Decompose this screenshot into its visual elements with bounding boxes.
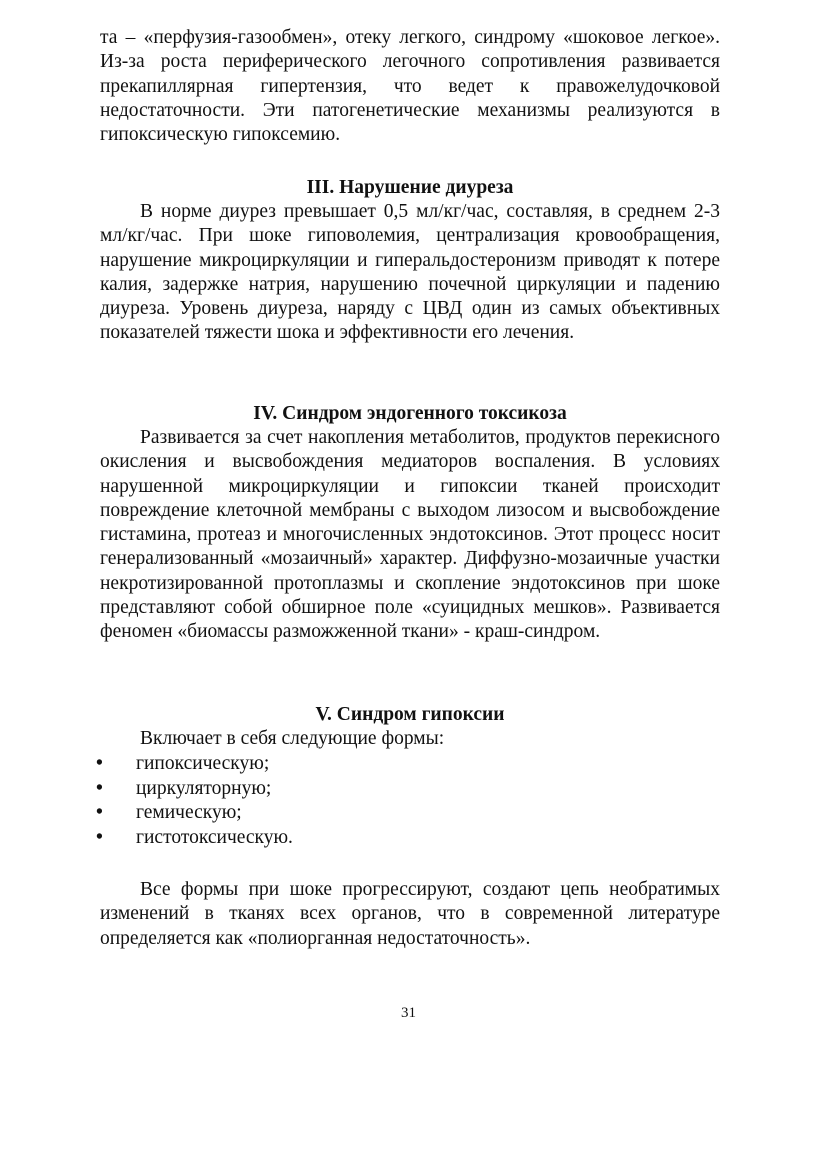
page-number: 31 [401, 1005, 416, 1021]
list-item [96, 777, 696, 802]
section-5-intro: Включает в себя следующие формы: [140, 728, 445, 749]
section-5-heading: V. Синдром гипоксии [315, 704, 505, 725]
intro-paragraph: та – «перфузия-газообмен», отеку легкого, синдрому «шоковое легкое». Из-за роста периферического легочного сопротивления развивается прекапиллярная гипертензия, что ведет к правожелудочковой недостаточности. Эти патогенетические механизмы реализуются в гипоксическую гипоксемию. [100, 27, 720, 146]
list-item [96, 826, 696, 851]
list-item-text: циркуляторную; [136, 777, 272, 799]
section-4-heading: IV. Синдром эндогенного токсикоза [253, 403, 567, 424]
section-3-heading: III. Нарушение диуреза [306, 177, 514, 198]
list-item [96, 752, 696, 777]
bullet-icon: • [96, 826, 103, 848]
list-item-text: гипоксическую; [136, 753, 270, 774]
hypoxia-forms-list [96, 752, 696, 850]
list-item-text: гемическую; [136, 802, 242, 823]
section-4-paragraph: Развивается за счет накопления метаболитов, продуктов перекисного окисления и высвобождения медиаторов воспаления. В условиях нарушенной микроциркуляции и гипоксии тканей происходит повреждение клеточной мембраны с выходом лизосом и высвобождение гистамина, протеаз и многочисленных эндотоксинов. Этот процесс носит генерализованный «мозаичный» характер. Диффузно-мозаичные участки некротизированной протоплазмы и скопление эндотоксинов при шоке представляют собой обширное поле «суицидных мешков». Развивается феномен «биомассы разможженной ткани» - краш-синдром. [100, 427, 720, 643]
list-item [96, 801, 696, 826]
section-3-paragraph: В норме диурез превышает 0,5 мл/кг/час, составляя, в среднем 2-3 мл/кг/час. При шоке гиповолемия, централизация кровообращения, нарушение микроциркуляции и гиперальдостеронизм приводят к потере калия, задержке натрия, нарушению почечной циркуляции и падению диуреза. Уровень диуреза, наряду с ЦВД один из самых объективных показателей тяжести шока и эффективности его лечения. [100, 201, 720, 344]
bullet-icon: • [96, 753, 103, 774]
list-item-text: гистотоксическую. [136, 826, 293, 848]
bullet-icon: • [96, 777, 103, 799]
bullet-icon: • [96, 802, 103, 823]
section-5-conclusion: Все формы при шоке прогрессируют, создают цепь необратимых изменений в тканях всех органов, что в современной литературе определяется как «полиорганная недостаточность». [100, 879, 720, 949]
